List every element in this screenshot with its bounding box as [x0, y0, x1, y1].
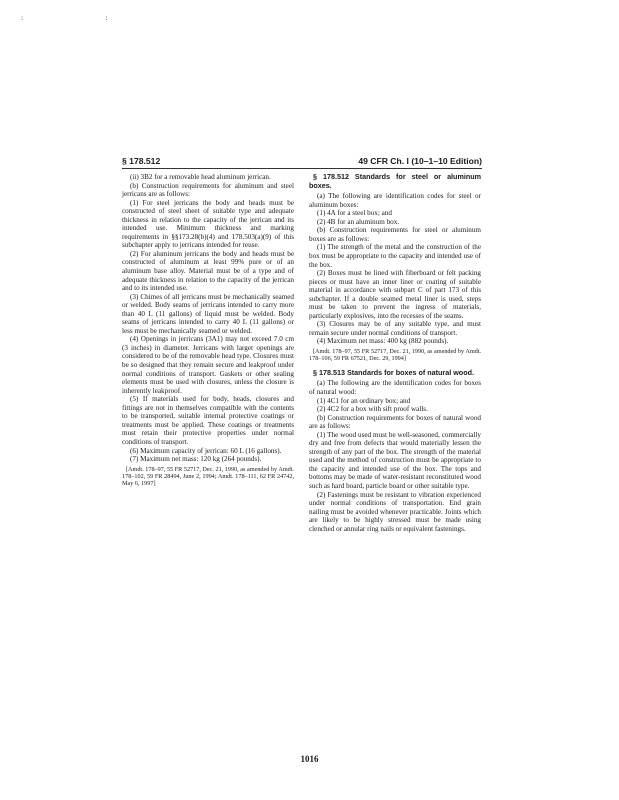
page-number: 1016: [300, 754, 319, 764]
paragraph: (4) Openings in jerricans (3A1) may not exceed 7.0 cm (3 inches) in diameter. Jerricans with larger openings are considered to be of the removable head type. Closures must be so designed that they remain secure and leakproof under normal conditions of transport. Gaskets or other sealing elements must be used with closures, unless the closure is inherently leakproof.: [122, 335, 294, 395]
section-heading-title: Standards for steel or aluminum boxes.: [309, 172, 482, 190]
paragraph: (3) Closures may be of any suitable type, and must remain secure under normal conditions of transport.: [309, 320, 481, 337]
paragraph: (a) The following are identification codes for steel or aluminum boxes:: [309, 192, 481, 209]
left-column: [122, 173, 294, 488]
paragraph: (1) For steel jerricans the body and heads must be constructed of steel sheet of suitable type and adequate thickness in relation to the capacity of the jerrican and its intended use. Minimum thickness and marking requirements in §§173.28(b)(4) and 178.503(a)(9) of this subchapter apply to jerricans intended for reuse.: [122, 198, 294, 250]
paragraph: (2) 4C2 for a box with sift proof walls.: [317, 405, 428, 414]
running-head: [122, 156, 482, 168]
section-number-header: § 178.512: [122, 156, 161, 166]
paragraph: (5) If materials used for body, heads, closures and fittings are not in themselves compatible with the contents to be transported, suitable internal protective coatings or treatments must be applied. These coatings or treatments must retain their protective properties under normal conditions of transport.: [122, 395, 294, 446]
paragraph: (b) Construction requirements for aluminum and steel jerricans are as follows:: [122, 181, 294, 199]
paragraph: (2) Fastenings must be resistant to vibration experienced under normal conditions of transportation. End grain nailing must be avoided whenever practicable. Joints which are likely to be highly stressed must be made using clenched or annular ring nails or equivalent fastenings.: [309, 490, 481, 533]
amendment-citation: [Amdt. 178–97, 55 FR 52717, Dec. 21, 1990, as amended by Amdt. 178–102, 59 FR 28494, June 2, 1994; Amdt. 178–111, 62 FR 24742, May 6, 1997]: [122, 465, 294, 488]
section-heading: [309, 173, 481, 190]
paragraph: (1) 4C1 for an ordinary box; and: [317, 396, 411, 405]
paragraph: (1) The wood used must be well-seasoned, commercially dry and free from defects that would materially lessen the strength of any part of the box. The strength of the material used and the method of construction must be appropriate to the capacity and intended use of the box. The tops and bottoms may be made of water-resistant reconstituted wood such as hard board, particle board or other suitable type.: [309, 430, 481, 490]
paragraph: (ii) 3B2 for a removable head aluminum jerrican.: [130, 173, 271, 181]
paragraph: (1) 4A for a steel box; and: [317, 209, 392, 218]
paragraph: (7) Maximum net mass: 120 kg (264 pounds).: [130, 455, 262, 464]
amendment-citation: [Amdt. 178–97, 55 FR 52717, Dec. 21, 1990, as amended by Amdt. 178–106, 59 FR 67521, Dec. 29, 1994]: [309, 348, 481, 363]
section-heading-title: Standards for boxes of natural wood.: [346, 367, 474, 377]
paragraph: (3) Chimes of all jerricans must be mechanically seamed or welded. Body seams of jerricans intended to carry more than 40 L (11 gallons) of liquid must be welded. Body seams of jerricans intended to carry 40 L (11 gallons) or less must be mechanically seamed or welded.: [122, 292, 294, 335]
paragraph: (2) Boxes must be lined with fiberboard or felt packing pieces or must have an inner liner or coating of suitable material in accordance with subpart C of part 173 of this subchapter. If a double seamed metal liner is used, steps must be taken to prevent the ingress of materials, particularly explosives, into the recesses of the seams.: [309, 269, 481, 320]
paragraph: (a) The following are the identification codes for boxes of natural wood:: [309, 379, 481, 396]
right-column: [309, 173, 481, 533]
paragraph: (4) Maximum net mass: 400 kg (882 pounds).: [317, 337, 449, 346]
section-heading: [309, 369, 481, 378]
paragraph: (b) Construction requirements for steel or aluminum boxes are as follows:: [309, 226, 481, 243]
paragraph: (6) Maximum capacity of jerrican: 60 L (16 gallons).: [130, 446, 282, 455]
scan-corner-marks: : :: [20, 14, 147, 22]
paragraph: (2) 4B for an aluminum box.: [317, 217, 400, 226]
cfr-edition-header: 49 CFR Ch. I (10–1–10 Edition): [358, 156, 482, 166]
section-heading-number: § 178.512: [313, 172, 349, 181]
header-rule: [122, 168, 482, 169]
paragraph: (2) For aluminum jerricans the body and heads must be constructed of aluminum at least 99% pure or of an aluminum base alloy. Material must be of a type and of adequate thickness in relation to the capacity of the jerrican and to its intended use.: [122, 249, 294, 293]
paragraph: (b) Construction requirements for boxes of natural wood are as follows:: [309, 413, 481, 431]
paragraph: (1) The strength of the metal and the construction of the box must be appropriate to the capacity and intended use of the box.: [309, 243, 481, 269]
section-heading-number: § 178.513: [313, 367, 345, 377]
